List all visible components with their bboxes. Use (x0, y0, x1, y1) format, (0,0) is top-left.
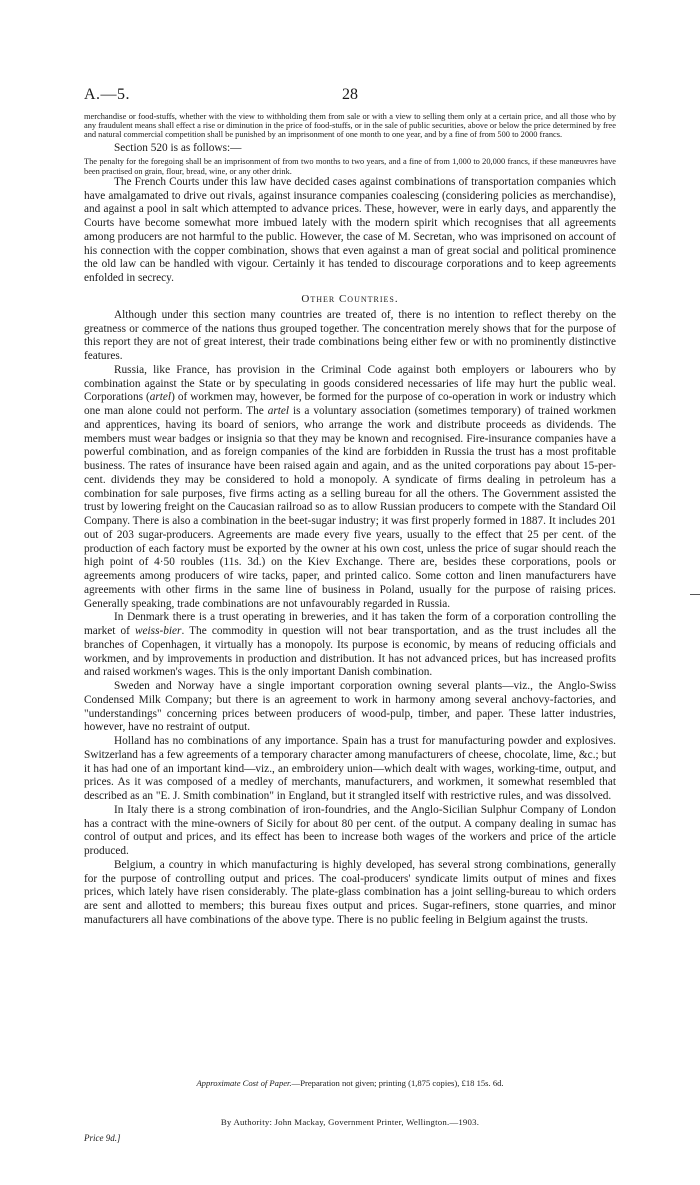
paragraph-russia: Russia, like France, has provision in the Criminal Code against both employers or labourers who by combination against the State or by speculating in goods considered necessaries of life may hurt the public weal. Corporations (artel) of workmen may, however, be formed for the purpose of co-operation in work or industry which one man alone could not perform. The artel is a voluntary association (sometimes temporary) of trained workmen and apprentices, having its board of seniors, who arrange the work and distribute proceeds as dividends. The members must wear badges or insignia so that they may be known and recognised. Fire-insurance companies have a powerful combination, and as foreign companies of the kind are forbidden in Russia the trust has a most profitable business. The rates of insurance have been raised again and again, and as the united corporations pay about 15-per-cent. dividends they may be considered to hold a monopoly. A syndicate of firms dealing in petroleum has a combination for sale purposes, five firms acting as a selling bureau for all the others. The Government assisted the trust by lowering freight on the Caucasian railroad so as to allow Russian producers to compete with the Standard Oil Company. There is also a combination in the beet-sugar industry; it was first properly formed in 1887. It includes 201 out of 203 sugar-producers. Agreements are made every five years, usually to the effect that 25 per cent. of the production of each factory must be exported by the owner at his own cost, unless the price of sugar should reach the high point of 4·50 roubles (11s. 3d.) on the Kiev Exchange. There are, besides these corporations, pools or agreements among producers of wire tacks, paper, and printed calico. Some cotton and linen manufacturers have agreements with other firms in the same line of business in Poland, usually for the purpose of raising prices. Generally speaking, trade combinations are not unfavourably regarded in Russia. (84, 363, 616, 610)
document-reference: A.—5. (84, 86, 131, 103)
paragraph-other-countries: Although under this section many countries are treated of, there is no intention to reflect thereby on the greatness or commerce of the nations thus grouped together. The concentration merely shows that for the purpose of this report they are not of great interest, their trade combinations being either few or with no prominently distinctive features. (84, 308, 616, 363)
price-note: Price 9d.] (84, 1133, 121, 1143)
paragraph-italy: In Italy there is a strong combination of iron-foundries, and the Anglo-Sicilian Sulphur Company of London has a contract with the mine-owners of Sicily for about 80 per cent. of the output. A company dealing in sumac has control of output and prices, and its effect has been to increase both wages of the workers and price of the article produced. (84, 803, 616, 858)
printer-imprint: By Authority: John Mackay, Government Printer, Wellington.—1903. (220, 1117, 480, 1127)
page-body (84, 112, 616, 928)
artel-term: artel (149, 391, 172, 404)
page-number: 28 (342, 86, 358, 103)
paragraph-french-courts: The French Courts under this law have decided cases against combinations of transportation companies which have amalgamated to drive out rivals, against insurance companies coalescing (considering policies as merchandise), and against a pool in salt which attempted to advance prices. These, however, were in early days, and apparently the Courts have become somewhat more imbued lately with the modern spirit which recognises that all agreements among producers are not harmful to the public. However, the case of M. Secretan, who was imprisoned on account of his connection with the copper combination, shows that even against a man of great social and political prominence the old law can be handled with vigour. Certainly it has tended to discourage corporations and to keep agreements enfolded in secrecy. (84, 175, 616, 285)
cost-of-paper-note: Approximate Cost of Paper.—Preparation not given; printing (1,875 copies), £18 15s. 6d. (196, 1078, 504, 1088)
quoted-section-520: The penalty for the foregoing shall be an imprisonment of from two months to two years, and a fine of from 1,000 to 20,000 francs, if these manœuvres have been practised on grain, flour, bread, wine, or any other drink. (84, 157, 616, 176)
paragraph-sweden-norway: Sweden and Norway have a single important corporation owning several plants—viz., the Anglo-Swiss Condensed Milk Company; but there is an agreement to work in harmony among several anchovy-factories, and "understandings" concerning prices between producers of wood-pulp, timber, and paper. These latter industries, however, have no restraint of output. (84, 680, 616, 734)
page-header (84, 86, 616, 106)
section-520-intro: Section 520 is as follows:— (114, 141, 242, 154)
weiss-bier-term: weiss-bier (134, 625, 182, 638)
margin-mark (690, 594, 700, 595)
artel-term: artel (267, 405, 290, 418)
section-heading-other-countries: Other Countries. (301, 292, 399, 305)
paragraph-holland-spain-switzerland: Holland has no combinations of any importance. Spain has a trust for manufacturing powder and explosives. Switzerland has a few agreements of a temporary character among manufacturers of cheese, chocolate, lime, &c.; but it has had one of an important kind—viz., an embroidery union—which dealt with wages, working-time, output, and prices. As it was composed of a medley of merchants, manufacturers, and workmen, it somewhat resembled that described as an "E. J. Smith combination" in England, but it strangled itself with restrictive rules, and was dissolved. (84, 735, 616, 803)
quoted-article-continuation: merchandise or food-stuffs, whether with the view to withholding them from sale or with a view to selling them only at a certain price, and all those who by any fraudulent means shall effect a rise or diminution in the price of food-stuffs, or in the sale of public securities, above or below the price determined by free and natural commercial competition shall be punished by an imprisonment of one month to one year, and by a fine of from 500 to 2000 francs. (84, 112, 616, 140)
paragraph-belgium: Belgium, a country in which manufacturing is highly developed, has several strong combinations, generally for the purpose of controlling output and prices. The coal-producers' syndicate limits output of mines and fixes prices, which lately have risen considerably. The plate-glass combination has a joint selling-bureau to which orders are sent and allotted to members; this bureau fixes output and prices. Sugar-refiners, stone quarries, and minor manufacturers all have combinations of the above type. There is no public feeling in Belgium against the trusts. (84, 858, 616, 926)
paragraph-denmark: In Denmark there is a trust operating in breweries, and it has taken the form of a corporation controlling the market of weiss-bier. The commodity in question will not bear transportation, and as the trust includes all the branches of Copenhagen, it virtually has a monopoly. Its purpose is economic, by means of reducing officials and workmen, and by improvements in production and distribution. It has not advanced prices, but has increased profits and raised workmen's wages. This is the only important Danish combination. (84, 611, 616, 679)
